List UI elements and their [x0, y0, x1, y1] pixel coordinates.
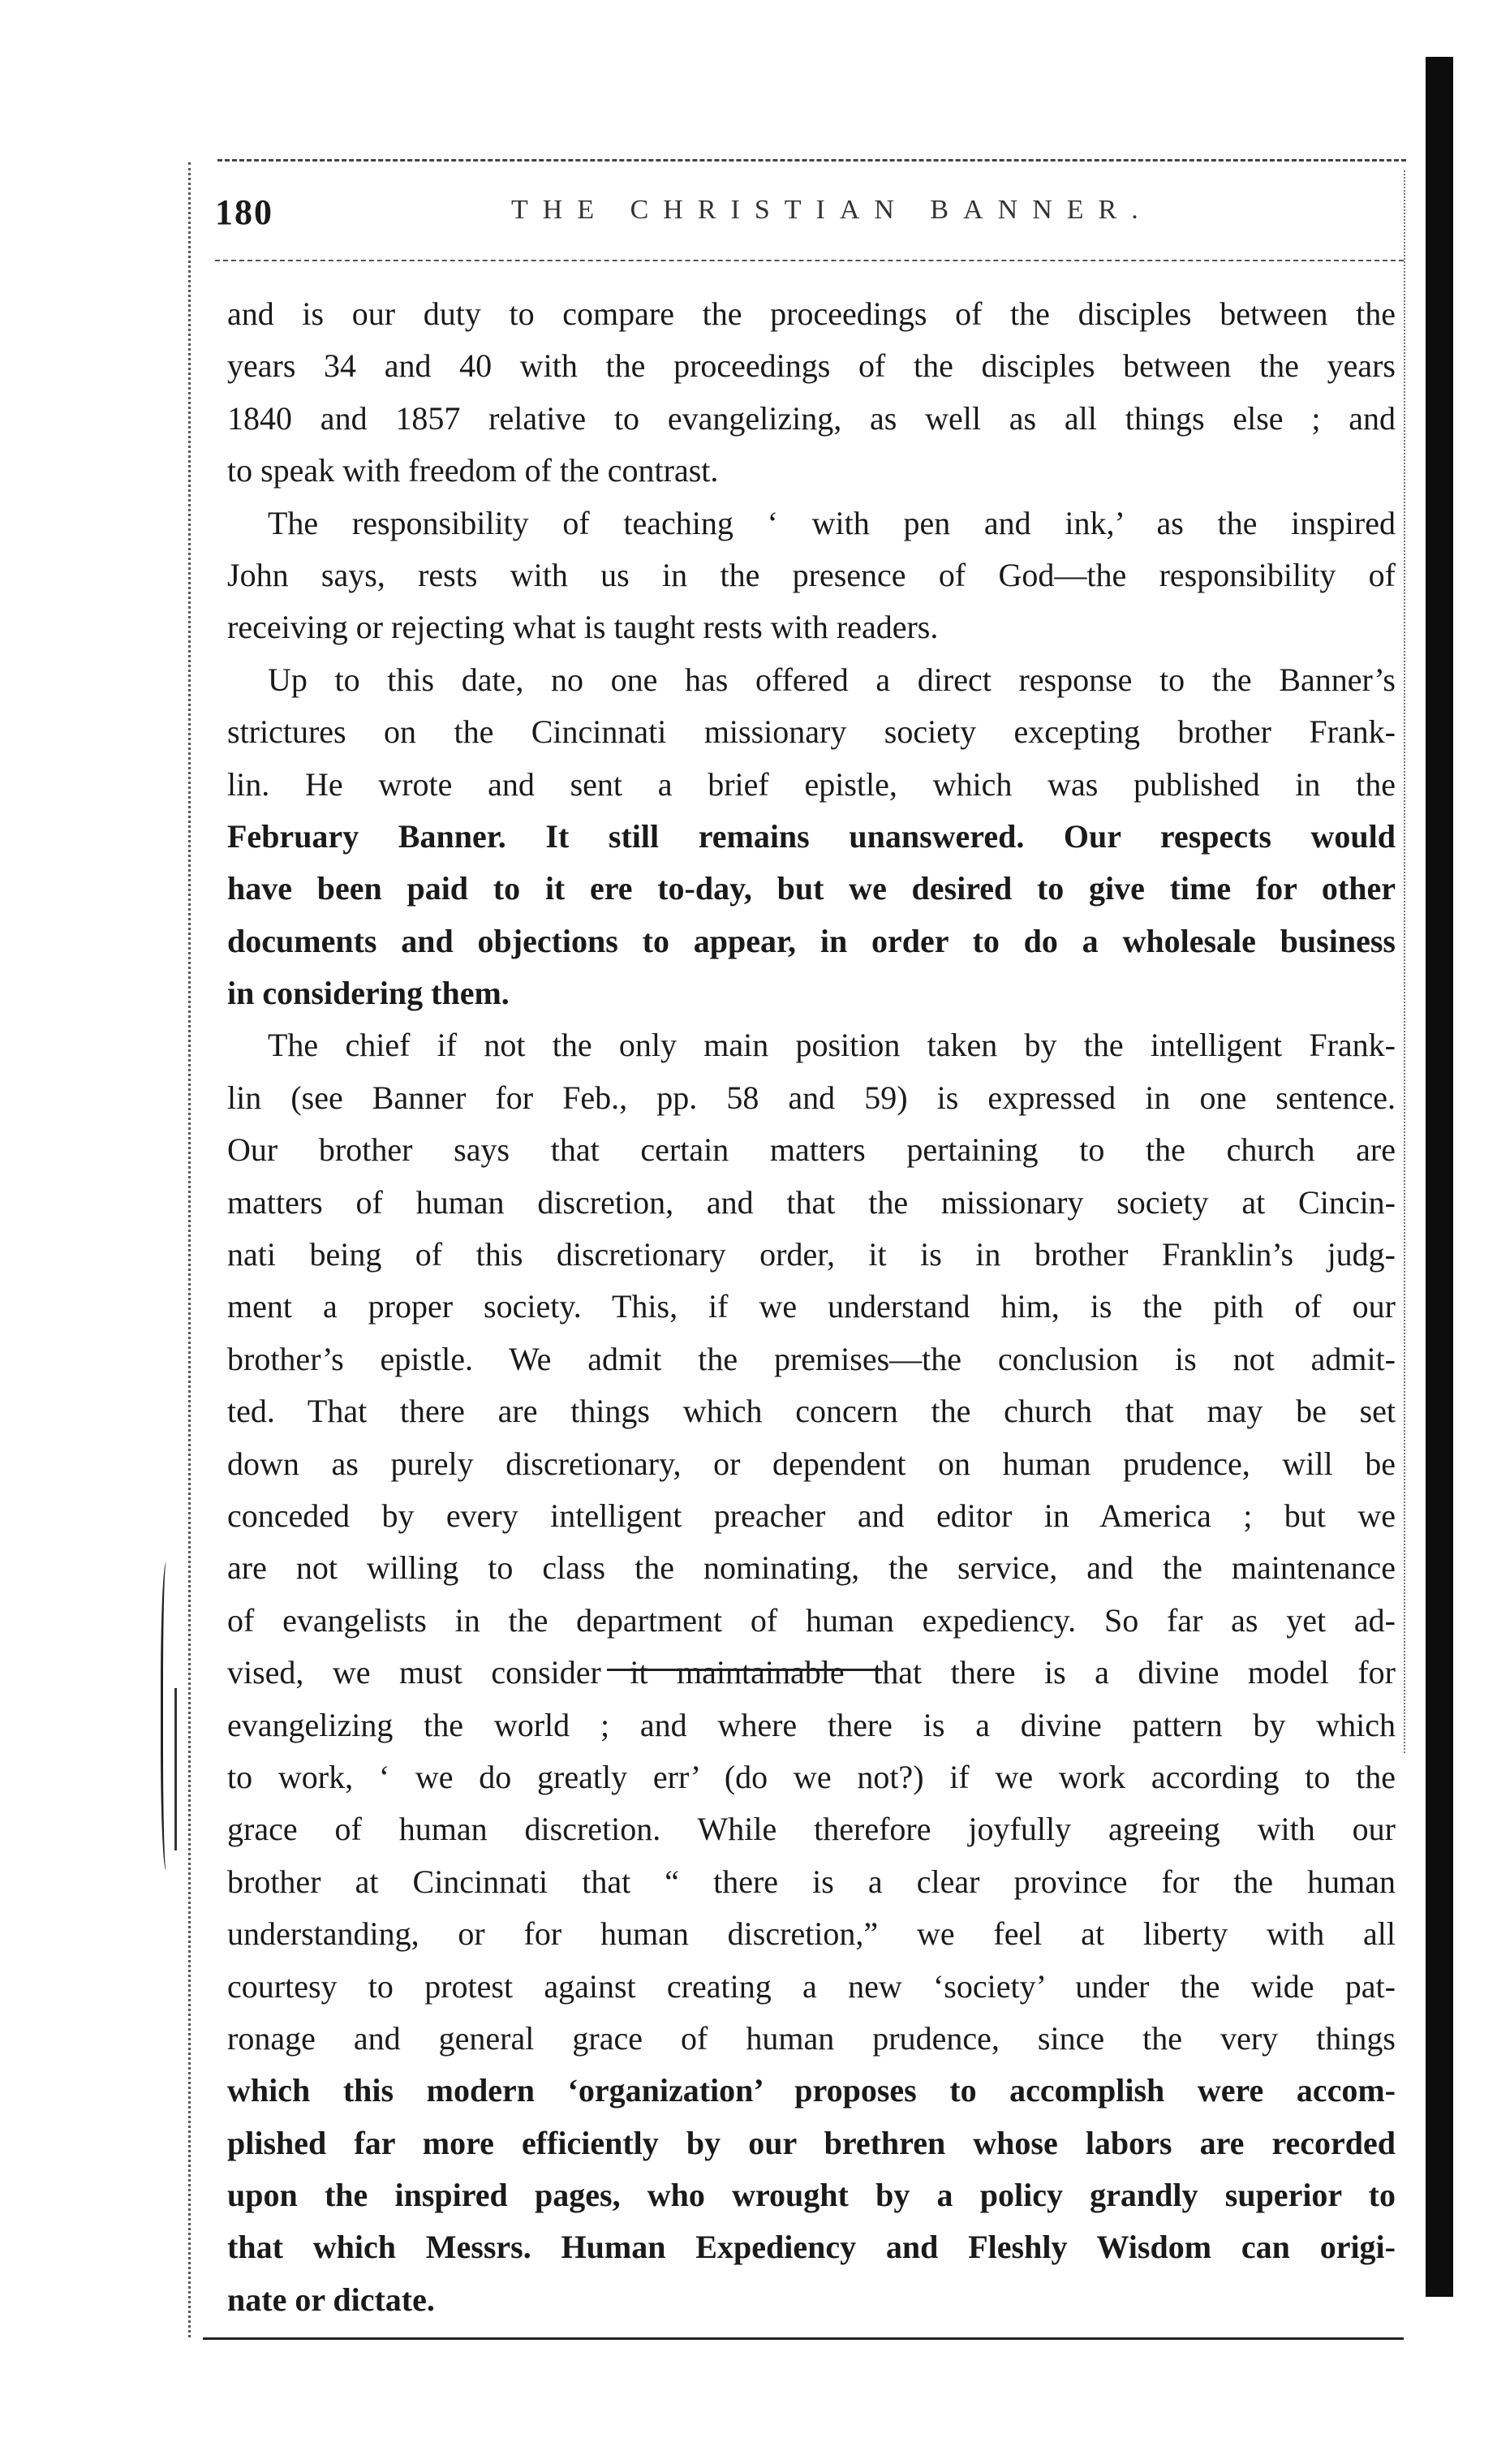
text-line: documents and objections to appear, in order to do a wholesale business	[227, 922, 1396, 959]
text-line: Up to this date, no one has offered a direct response to the Banner’s	[268, 661, 1396, 698]
text-line: to speak with freedom of the contrast.	[227, 452, 719, 489]
right-frame-dots	[1404, 170, 1405, 1753]
text-line: February Banner. It still remains unanswered. Our respects would	[227, 817, 1396, 855]
text-line: nate or dictate.	[227, 2281, 435, 2318]
header-rule	[215, 260, 1404, 261]
text-line: in considering them.	[227, 975, 510, 1012]
text-line: The chief if not the only main position taken by the intelligent Frank-	[268, 1027, 1396, 1064]
text-line: which this modern ‘organization’ proposes to accomplish were accom-	[227, 2072, 1396, 2109]
text-line: understanding, or for human discretion,” we feel at liberty with all	[227, 1915, 1396, 1953]
text-line: plished far more efficiently by our brethren whose labors are recorded	[227, 2124, 1396, 2161]
text-line: down as purely discretionary, or dependent on human prudence, will be	[227, 1445, 1396, 1482]
running-head: THE CHRISTIAN BANNER.	[511, 195, 1153, 225]
text-line: evangelizing the world ; and where there is a divine pattern by which	[227, 1706, 1396, 1743]
text-line: conceded by every intelligent preacher and editor in America ; but we	[227, 1497, 1396, 1534]
text-line: have been paid to it ere to-day, but we desired to give time for other	[227, 870, 1396, 907]
left-frame-dots	[188, 162, 191, 2337]
article-body	[227, 288, 1396, 2326]
page-header	[215, 192, 1404, 240]
text-line: strictures on the Cincinnati missionary society excepting brother Frank-	[227, 713, 1396, 751]
text-line: brother at Cincinnati that “ there is a clear province for the human	[227, 1863, 1396, 1900]
page-number: 180	[215, 192, 273, 232]
text-line: The responsibility of teaching ‘ with pen and ink,’ as the inspired	[268, 504, 1396, 541]
text-line: vised, we must consider it maintainable that there is a divine model for	[227, 1654, 1396, 1691]
margin-pencil-mark	[161, 1562, 174, 1871]
text-line: 1840 and 1857 relative to evangelizing, as well as all things else ; and	[227, 399, 1396, 437]
text-line: lin (see Banner for Feb., pp. 58 and 59) is expressed in one sentence.	[227, 1079, 1396, 1116]
text-line: and is our duty to compare the proceedings of the disciples between the	[227, 295, 1396, 332]
text-line: receiving or rejecting what is taught rests with readers.	[227, 609, 939, 646]
text-line: of evangelists in the department of human expediency. So far as yet ad-	[227, 1601, 1396, 1639]
text-line: Our brother says that certain matters pertaining to the church are	[227, 1131, 1396, 1169]
text-line: ted. That there are things which concern the church that may be set	[227, 1393, 1396, 1430]
text-line: that which Messrs. Human Expediency and Fleshly Wisdom can origi-	[227, 2229, 1396, 2266]
text-line: nati being of this discretionary order, it is in brother Franklin’s judg-	[227, 1236, 1396, 1273]
text-line: brother’s epistle. We admit the premises—the conclusion is not admit-	[227, 1340, 1396, 1377]
text-line: ment a proper society. This, if we understand him, is the pith of our	[227, 1288, 1396, 1325]
text-line: grace of human discretion. While therefore joyfully agreeing with our	[227, 1811, 1396, 1848]
scan-edge-bar	[1426, 57, 1453, 2297]
handwritten-underline	[607, 1669, 883, 1671]
margin-pencil-mark-secondary	[174, 1688, 185, 1850]
text-line: upon the inspired pages, who wrought by a policy grandly superior to	[227, 2177, 1396, 2214]
text-line: lin. He wrote and sent a brief epistle, which was published in the	[227, 765, 1396, 803]
text-line: matters of human discretion, and that the missionary society at Cincin-	[227, 1183, 1396, 1221]
text-line: are not willing to class the nominating, the service, and the maintenance	[227, 1549, 1396, 1587]
bottom-rule	[203, 2337, 1404, 2340]
text-line: John says, rests with us in the presence of God—the responsibility of	[227, 556, 1396, 593]
text-line: to work, ‘ we do greatly err’ (do we not?) if we work according to the	[227, 1758, 1396, 1795]
text-line: years 34 and 40 with the proceedings of the disciples between the years	[227, 347, 1396, 385]
text-line: courtesy to protest against creating a new ‘society’ under the wide pat-	[227, 1967, 1396, 2005]
text-line: ronage and general grace of human prudence, since the very things	[227, 2019, 1396, 2057]
top-border-rule	[217, 159, 1406, 162]
